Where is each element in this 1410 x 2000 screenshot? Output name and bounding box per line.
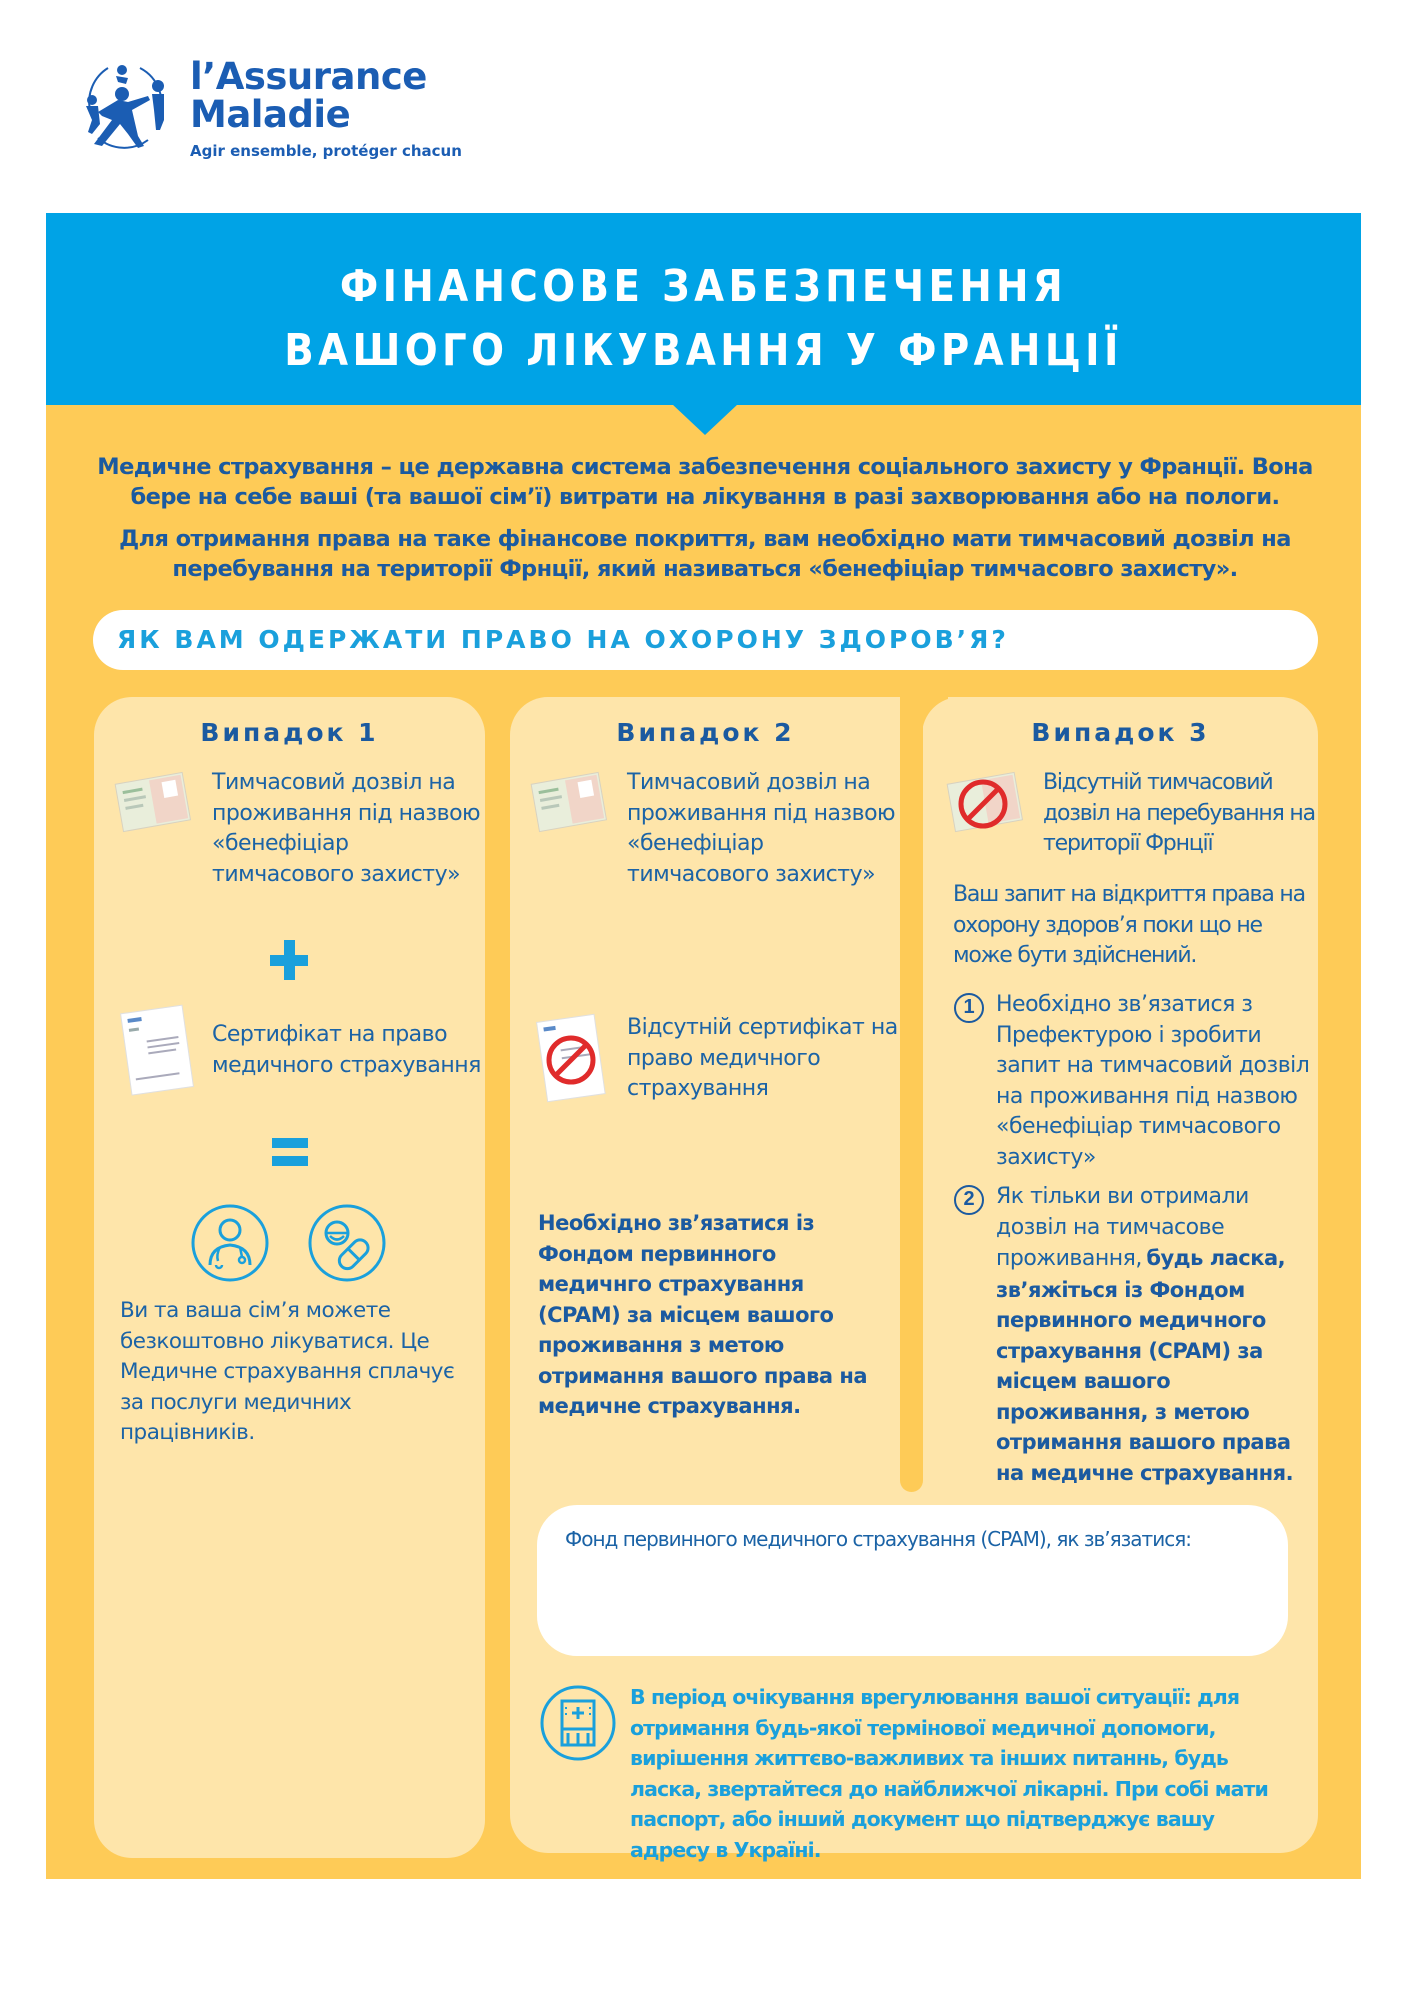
logo-tagline: Agir ensemble, protéger chacun bbox=[190, 142, 462, 160]
header-banner bbox=[46, 213, 1361, 405]
case-2-title: Випадок 2 bbox=[616, 718, 795, 747]
step-2-number: 2 bbox=[954, 1185, 984, 1215]
securite-sociale-emblem-icon bbox=[78, 50, 178, 150]
doctor-icon bbox=[190, 1203, 270, 1283]
no-permit-icon bbox=[945, 768, 1025, 838]
intro-paragraph-2: Для отримання права на таке фінансове покриття, вам необхідно мати тимчасовий дозвіл на перебування на території Фрнції, який називаться «бенефіціар тимчасовго захисту». bbox=[119, 526, 1291, 582]
case-2-result: Необхідно зв’язатися із Фондом первинного медичнго страхування (CPAM) за місцем вашого проживання з метою отримання вашого права на медичне страхування. bbox=[538, 1211, 868, 1418]
page-title: ФІНАНСОВЕ ЗАБЕЗПЕЧЕННЯ ВАШОГО ЛІКУВАННЯ У ФРАНЦІЇ bbox=[284, 261, 1123, 376]
case-divider bbox=[900, 697, 923, 1492]
hospital-note-text: В період очікування врегулювання вашої ситуації: для отримання будь-якої термінової медичної допомоги, вирішення життєво-важливих та інших питаннь, будь ласка, звертайтеся до найближчої лікарні. При собі мати паспорт, або інший документ що підтверджує вашу адресу в Україні. bbox=[630, 1685, 1268, 1862]
logo-wordmark: l’Assurance Maladie bbox=[190, 55, 427, 136]
pills-icon bbox=[307, 1203, 387, 1283]
case-2-item-2: Відсутній сертифікат на право медичного страхування bbox=[627, 1015, 898, 1101]
case-1-result: Ви та ваша сім’я можете безкоштовно лікуватися. Це Медичне страхування сплачує за послуги медичних працівників. bbox=[120, 1298, 455, 1445]
case-1-item-2: Сертифікат на право медичного страхування bbox=[212, 1022, 481, 1078]
cpam-contact-label: Фонд первинного медичного страхування (CPAM), як зв’язатися: bbox=[565, 1527, 1191, 1551]
case-3-title: Випадок 3 bbox=[1031, 718, 1210, 747]
residence-permit-icon bbox=[529, 768, 609, 838]
step-1-number: 1 bbox=[954, 993, 984, 1023]
intro-paragraph-1: Медичне страхування – це державна система забезпечення соціального захисту у Франції. Вона бере на себе ваші (та вашої сім’ї) витрати на лікування в разі захворювання або на пологи. bbox=[97, 454, 1313, 510]
case-1-item-1: Тимчасовий дозвіл на проживання під назвою «бенефіціар тимчасового захисту» bbox=[212, 770, 481, 887]
header-pointer-arrow bbox=[672, 404, 738, 435]
case-1-title: Випадок 1 bbox=[200, 718, 379, 747]
hospital-icon bbox=[538, 1683, 618, 1763]
case-2-item-1: Тимчасовий дозвіл на проживання під назвою «бенефіціар тимчасового захисту» bbox=[627, 770, 896, 887]
equals-icon bbox=[272, 1138, 308, 1168]
case-3-status: Ваш запит на відкриття права на охорону здоров’я поки що не може бути здійснений. bbox=[953, 882, 1305, 968]
cpam-contact-field[interactable] bbox=[537, 1505, 1288, 1656]
case-3-item-1: Відсутній тимчасовий дозвіл на перебування на території Фрнції bbox=[1043, 770, 1315, 856]
no-certificate-icon bbox=[534, 1012, 609, 1107]
plus-icon bbox=[270, 940, 310, 980]
assurance-maladie-logo bbox=[78, 50, 478, 170]
insurance-certificate-icon bbox=[118, 1003, 198, 1098]
step-2-text: Як тільки ви отримали дозвіл на тимчасове проживання, будь ласка, зв’яжіться із Фондом первинного медичного страхування (CPAM) за місцем вашого проживання, з метою отримання вашого права на медичне страхування. bbox=[996, 1184, 1294, 1485]
step-1-text: Необхідно зв’язатися з Префектурою і зробити запит на тимчасовий дозвіл на проживання під назвою «бенефіціар тимчасового захисту» bbox=[996, 992, 1310, 1170]
residence-permit-icon bbox=[113, 768, 193, 838]
question-banner bbox=[93, 610, 1318, 670]
question-heading: ЯК ВАМ ОДЕРЖАТИ ПРАВО НА ОХОРОНУ ЗДОРОВ’Я? bbox=[117, 625, 1009, 654]
intro-text bbox=[90, 452, 1320, 596]
